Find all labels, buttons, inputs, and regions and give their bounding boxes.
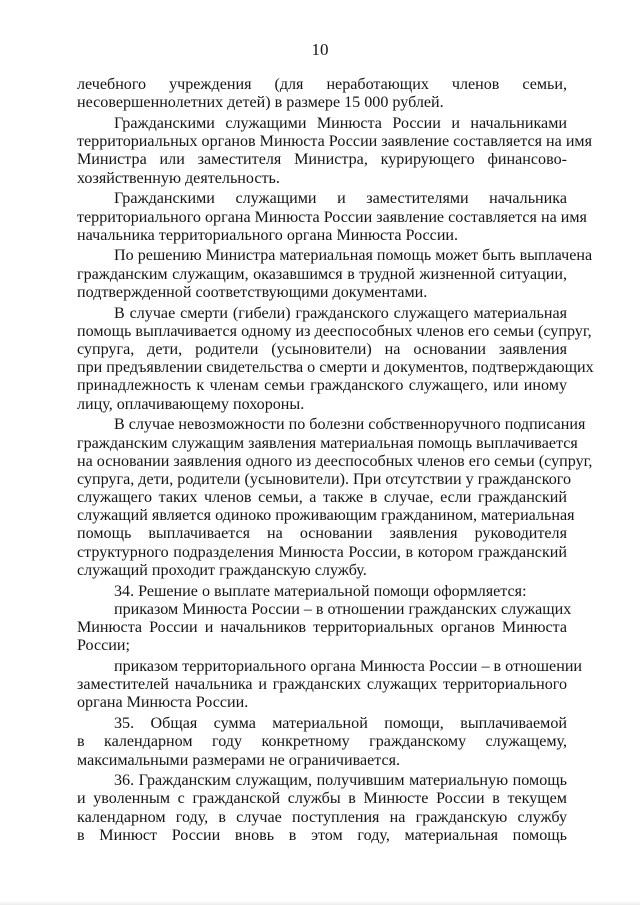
text-line: служащий проходит гражданскую службу.: [77, 561, 367, 579]
text-line: заместителей начальника и гражданских служащих территориального: [77, 676, 567, 694]
text-line: хозяйственную деятельность.: [77, 169, 280, 187]
text-line: 35. Общая сумма материальной помощи, выплачиваемой: [114, 715, 567, 733]
text-line: России;: [77, 637, 130, 655]
text-line: лечебного учреждения (для неработающих членов семьи,: [77, 76, 567, 93]
text-line: лицу, оплачивающему похороны.: [77, 395, 305, 413]
text-line: в календарном году конкретному гражданскому служащему,: [77, 733, 567, 751]
text-line: приказом территориального органа Минюста России – в отношении: [114, 657, 583, 675]
page-number: 10: [311, 40, 329, 59]
text-line: помощь выплачивается на основании заявления руководителя: [77, 525, 567, 543]
scan-edge: [0, 901, 640, 905]
text-line: подтвержденной соответствующими документами.: [77, 283, 428, 301]
text-line: максимальными размерами не ограничивается.: [77, 751, 401, 769]
text-line: супруга, дети, родители (усыновители) на основании заявления: [77, 341, 567, 358]
text-line: принадлежность к членам семьи гражданского служащего, или иному: [77, 377, 567, 395]
text-line: Гражданскими служащими и заместителями начальника: [114, 190, 567, 208]
text-line: помощь выплачивается одному из дееспособных членов его семьи (супруг,: [77, 322, 592, 340]
text-line: территориальных органов Минюста России заявление составляется на имя: [77, 133, 593, 151]
text-line: супруга, дети, родители (усыновители). При отсутствии у гражданского: [77, 470, 571, 488]
text-line: гражданским служащим, оказавшимся в трудной жизненной ситуации,: [77, 265, 567, 283]
text-line: По решению Министра материальная помощь может быть выплачена: [114, 247, 593, 265]
text-line: приказом Минюста России – в отношении гражданских служащих: [114, 600, 572, 618]
text-line: органа Минюста России.: [77, 694, 249, 712]
text-line: 36. Гражданским служащим, получившим материальную помощь: [114, 772, 567, 790]
text-line: календарном году, в случае поступления на гражданскую службу: [77, 808, 567, 826]
text-line: 34. Решение о выплате материальной помощи оформляется:: [114, 582, 527, 600]
text-line: при предъявлении свидетельства о смерти и документов, подтверждающих: [77, 359, 594, 377]
text-line: территориального органа Минюста России заявление составляется на имя: [77, 208, 587, 226]
text-line: и уволенным с гражданской службы в Минюсте России в текущем: [77, 790, 567, 808]
text-line: на основании заявления одного из дееспособных членов его семьи (супруг,: [77, 452, 593, 470]
text-line: Минюста России и начальников территориальных органов Минюста: [77, 619, 567, 636]
text-line: служащий является одиноко проживающим гражданином, материальная: [77, 507, 575, 525]
text-line: Гражданскими служащими Минюста России и начальниками: [114, 114, 567, 132]
text-line: гражданским служащим заявления материальная помощь выплачивается: [77, 434, 578, 452]
text-line: В случае невозможности по болезни собственноручного подписания: [114, 416, 586, 434]
text-line: Министра или заместителя Министра, курирующего финансово-: [77, 151, 567, 169]
text-line: несовершеннолетних детей) в размере 15 000 рублей.: [77, 94, 444, 112]
text-line: служащего таких членов семьи, а также в случае, если гражданский: [77, 489, 567, 507]
text-line: В случае смерти (гибели) гражданского служащего материальная: [114, 304, 567, 322]
text-line: структурного подразделения Минюста России, в котором гражданский: [77, 543, 567, 561]
document-body: [77, 76, 594, 845]
text-line: начальника территориального органа Минюста России.: [77, 226, 459, 244]
text-line: в Минюст России вновь в этом году, материальная помощь: [77, 826, 567, 844]
